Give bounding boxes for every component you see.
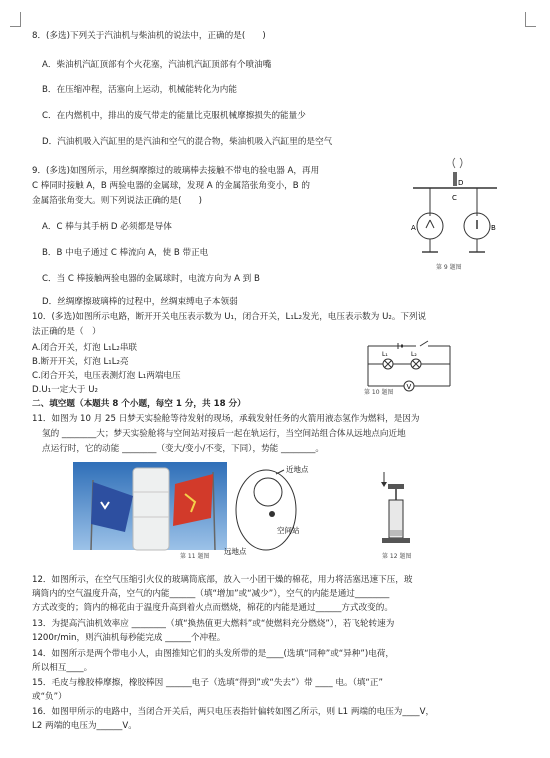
q9-stem-line-3: 金属箔张角变大。则下列说法正确的是( ) bbox=[32, 196, 202, 206]
label-a: A bbox=[411, 224, 416, 232]
earth bbox=[254, 478, 282, 506]
q13-line-1: 13．为提高汽油机效率应 ________（填“换热值更大燃料”或“使燃料充分燃烧”），若飞轮转速为 bbox=[32, 619, 395, 629]
label-l2: L₂ bbox=[411, 351, 417, 358]
space-station-marker bbox=[269, 511, 275, 517]
q9-stem-line-2: C 棒同时接触 A，B 两验电器的金属球，发现 A 的金属箔张角变小，B 的 bbox=[32, 181, 310, 191]
q10-option-c: C.闭合开关，电压表测灯泡 L₁两端电压 bbox=[32, 371, 181, 381]
crop-mark-top-left bbox=[10, 12, 21, 27]
q9-electroscope-figure bbox=[405, 160, 505, 275]
q11-line-1: 11．如图为 10 月 25 日梦天实验舱等待发射的现场，承载发射任务的火箭用液态氢作为燃料，是因为 bbox=[32, 414, 420, 424]
orbit-label-far: 近地点 bbox=[286, 465, 309, 474]
orbit-diagram bbox=[224, 462, 330, 557]
orbit-label-near: 远地点 bbox=[224, 547, 247, 556]
orbit-label-station: 空间站 bbox=[277, 526, 300, 535]
q8-option-d: D．汽油机吸入汽缸里的是汽油和空气的混合物，柴油机吸入汽缸里的是空气 bbox=[42, 137, 333, 147]
q15-line-2: 或“负”） bbox=[32, 692, 67, 702]
q9-option-b: B．B 中电子通过 C 棒流向 A，使 B 带正电 bbox=[42, 248, 209, 258]
q13-line-2: 1200r/min，则汽油机每秒能完成 ______个冲程。 bbox=[32, 633, 226, 643]
label-l1: L₁ bbox=[382, 351, 388, 358]
launch-tower bbox=[133, 468, 169, 550]
electroscope-a-jar bbox=[417, 213, 443, 239]
q9-stem-line-1: 9．(多选)如图所示，用丝绸摩擦过的玻璃棒去接触不带电的验电器 A，再用 bbox=[32, 166, 320, 176]
rod-handle-d bbox=[453, 172, 457, 186]
q10-stem-line-1: 10．(多选)如图所示电路，断开开关电压表示数为 U₁，闭合开关，L₁L₂发光，电压表示数为 U₂。下列说 bbox=[32, 312, 427, 322]
label-d: D bbox=[458, 179, 464, 187]
q14-line-2: 所以相互____。 bbox=[32, 663, 93, 673]
q11-figure-caption: 第 11 题图 bbox=[180, 553, 210, 560]
force-arrowhead bbox=[381, 482, 387, 487]
voltmeter-label: V bbox=[406, 383, 412, 391]
q10-option-a: A.闭合开关，灯泡 L₁L₂串联 bbox=[32, 343, 138, 353]
q12-line-2: 璃筒内的空气温度升高，空气的内能______（填“增加”或“减少”），空气的内能是通过________ bbox=[32, 589, 390, 599]
launch-site-photo bbox=[73, 462, 227, 550]
cotton bbox=[390, 530, 402, 536]
q12-line-3: 方式改变的；筒内的棉花由于温度升高到着火点而燃烧，棉花的内能是通过______方式改变的。 bbox=[32, 603, 393, 613]
q11-line-2: 氢的 ________大；梦天实验舱将与空间站对接后一起在轨运行，当空间站组合体从远地点向近地 bbox=[42, 429, 406, 439]
hand-sketch bbox=[453, 158, 462, 168]
q8-option-c: C．在内燃机中，排出的废气带走的能量比克服机械摩擦损失的能量少 bbox=[42, 111, 306, 121]
section-2-heading: 二、填空题（本题共 8 个小题，每空 1 分，共 18 分） bbox=[32, 399, 246, 409]
leader-line bbox=[276, 470, 284, 474]
q14-line-1: 14．如图所示是两个带电小人，由图推知它们的头发所带的是____(选填“同种”或“异种”)电荷， bbox=[32, 649, 395, 659]
q8-option-b: B．在压缩冲程，活塞向上运动，机械能转化为内能 bbox=[42, 85, 237, 95]
fire-piston-figure bbox=[368, 470, 428, 550]
crop-mark-top-right bbox=[525, 12, 536, 27]
label-b: B bbox=[491, 224, 496, 232]
piston-base bbox=[382, 538, 410, 543]
q10-option-b: B.断开开关，灯泡 L₁L₂亮 bbox=[32, 357, 129, 367]
q9-option-c: C．当 C 棒接触两验电器的金属球时，电流方向为 A 到 B bbox=[42, 274, 260, 284]
electroscope-a-foil bbox=[426, 220, 434, 228]
q10-stem-line-2: 法正确的是（ ） bbox=[32, 327, 101, 337]
piston-handle bbox=[388, 484, 404, 489]
q16-line-1: 16．如图甲所示的电路中，当闭合开关后，两只电压表指针偏转如图乙所示，则 L1 两端的电压为____V， bbox=[32, 707, 435, 717]
q8-option-a: A．柴油机汽缸顶部有个火花塞，汽油机汽缸顶部有个喷油嘴 bbox=[42, 60, 272, 70]
q9-option-a: A．C 棒与其手柄 D 必须都是导体 bbox=[42, 222, 172, 232]
q8-stem: 8．(多选)下列关于汽油机与柴油机的说法中，正确的是( ) bbox=[32, 31, 266, 41]
q10-figure-caption: 第 10 题图 bbox=[364, 389, 394, 396]
q15-line-1: 15．毛皮与橡胶棒摩擦，橡胶棒因 ______电子（选填“得到”或“失去”）带 ____ 电。（填“正” bbox=[32, 678, 383, 688]
q12-line-1: 12．如图所示，在空气压缩引火仪的玻璃筒底部，放入一小团干燥的棉花，用力将活塞迅速下压，玻 bbox=[32, 575, 413, 585]
q12-figure-caption: 第 12 题图 bbox=[382, 553, 412, 560]
q10-option-d: D.U₁一定大于 U₂ bbox=[32, 385, 98, 395]
q9-option-d: D．丝绸摩擦玻璃棒的过程中，丝绸束缚电子本领弱 bbox=[42, 297, 238, 307]
label-c: C bbox=[452, 194, 457, 202]
q9-figure-caption: 第 9 题图 bbox=[436, 264, 462, 271]
q16-line-2: L2 两端的电压为______V。 bbox=[32, 721, 137, 731]
q11-line-3: 点运行时，它的动能 ________（变大/变小/不变，下同），势能 ________。 bbox=[42, 444, 324, 454]
switch bbox=[420, 341, 428, 346]
